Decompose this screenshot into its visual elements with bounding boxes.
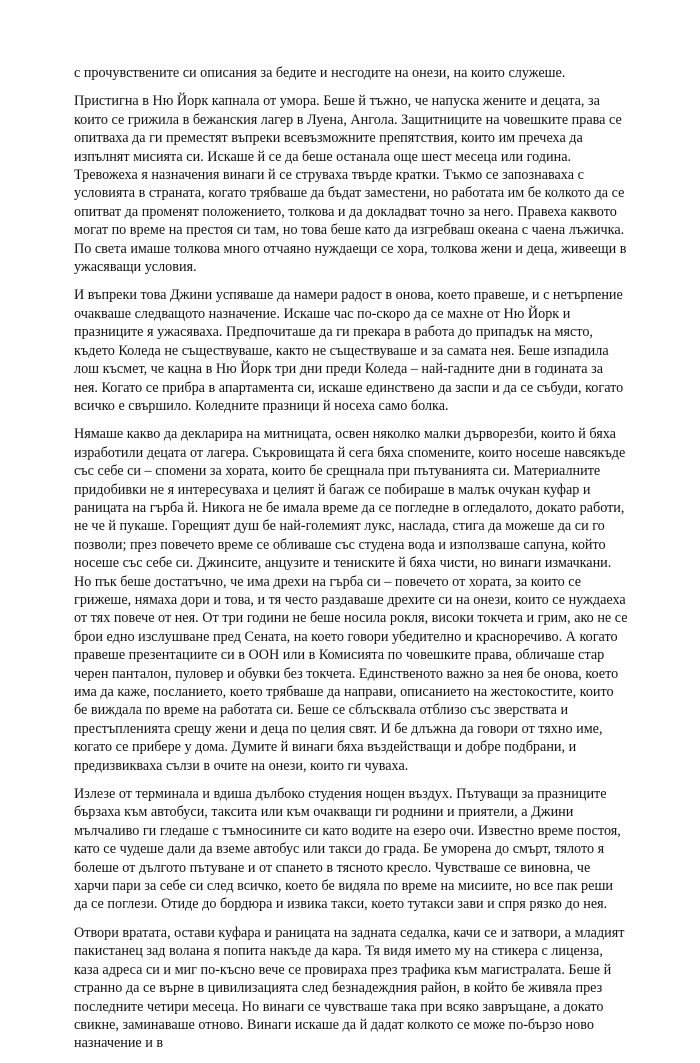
paragraph: И въпреки това Джини успяваше да намери радост в онова, което правеше, и с нетърпение очакваше следващото назначение. Искаше час по-скоро да се махне от Ню Йорк и празниците я ужасяваха. Предпочиташе да ги прекара в работа до припадък на място, където Коледа не съществуваше, както не съществуваше и за самата нея. Беше изпадила лош късмет, че кацна в Ню Йорк три дни преди Коледа – най-гадните дни в годината за нея. Когато се прибра в апартамента си, искаше единствено да заспи и да се събуди, когато всичко е свършило. Коледните празници й носеха само болка. — [74, 287, 624, 414]
paragraph: Отвори вратата, остави куфара и раницата на задната седалка, качи се и затвори, а младият пакистанец зад волана я попита накъде да кара. Тя видя името му на стикера с лиценза, каза адреса си и миг по-късно вече се провираха през трафика към магистралата. Беше й странно да се върне в цивилизацията след безнадеждния район, в който бе живяла през последните четири месеца. Но винаги се чувстваше така при всяко завръщане, а докато свикне, заминаваше отново. Винаги искаше да й дадат колкото се може по-бързо ново назначение и в — [74, 924, 625, 1052]
paragraph: Нямаше какво да декларира на митницата, освен няколко малки дърворезби, които й бяха изработили децата от лагера. Съкровищата й сега бяха спомените, които носеше навсякъде със себе си – спомени за хората, които бе срещнала при пътуванията си. Материалните придобивки не я интересуваха и целият й багаж се побираше в малък очукан куфар и раницата на гърба й. Никога не бе имала време да се погледне в огледалото, докато работи, не че й пукаше. Горещият душ бе най-големият лукс, наслада, стига да можеше да си го позволи; през повечето време се обливаше със студена вода и използваше сапуна, който носеше със себе си. Джинсите, анцузите и тениските й бяха чисти, но винаги измачкани. Но пък беше достатъчно, че има дрехи на гърба си – повечето от хората, за които се грижеше, нямаха дори и това, и тя често раздаваше дрехите си на онези, които се нуждаеха от тях повече от нея. От три години не беше носила рокля, високи токчета и грим, ако не се брои едно изслушване пред Сената, на което говори убедително и красноречиво. А когато правеше презентациите си в ООН или в Комисията по човешките права, обличаше стар черен панталон, пуловер и обувки без токчета. Единственото важно за нея бе онова, което има да каже, посланието, което трябваше да направи, описанието на жестокостите, които бе виждала по време на работата си. Беше се сблъсквала отблизо със зверствата и престъпленията срещу жени и деца по целия свят. И бе длъжна да говори от тяхно име, когато се прибере у дома. Думите й винаги бяха въздействащи и добре подбрани, и предизвикваха сълзи в очите на онези, които ги чуваха. — [74, 426, 628, 774]
paragraph: с прочувствените си описания за бедите и несгодите на онези, на които служеше. — [74, 65, 566, 81]
body-text — [74, 64, 628, 1063]
paragraph: Излезе от терминала и вдиша дълбоко студения нощен въздух. Пътуващи за празниците бързаха към автобуси, таксита или към очакващи ги роднини и приятели, а Джини мълчаливо ги гледаше с тъмносините си като водите на езеро очи. Известно време постоя, като се чудеше дали да вземе автобус или такси до града. Бе уморена до смърт, тялото я болеше от дългото пътуване и от спането в тясното кресло. Чувстваше се виновна, че харчи пари за себе си след всичко, което бе видяла по време на мисиите, но все пак реши да се поглези. Отиде до бордюра и извика такси, което тутакси зави и спря рязко до нея. — [74, 786, 621, 913]
paragraph: Пристигна в Ню Йорк капнала от умора. Беше й тъжно, че напуска жените и децата, за които се грижила в бежанския лагер в Луена, Ангола. Защитниците на човешките права се опитваха да ги преместят въпреки всевъзможните препятствия, които им пречеха да изпълнят мисията си. Искаше й се да беше останала още шест месеца или година. Тревожеха я назначения винаги й се струваха твърде кратки. Тъкмо се запознаваха с условията в страната, когато трябваше да бъдат заместени, но работата им бе колкото да се опитват да променят положението, толкова и да докладват точно за него. Правеха каквото могат по време на престоя си там, но това беше като да изгребваш океана с чаена лъжичка. По света имаше толкова много отчаяно нуждаещи се хора, толкова жени и деца, живеещи в ужасяващи условия. — [74, 93, 627, 276]
